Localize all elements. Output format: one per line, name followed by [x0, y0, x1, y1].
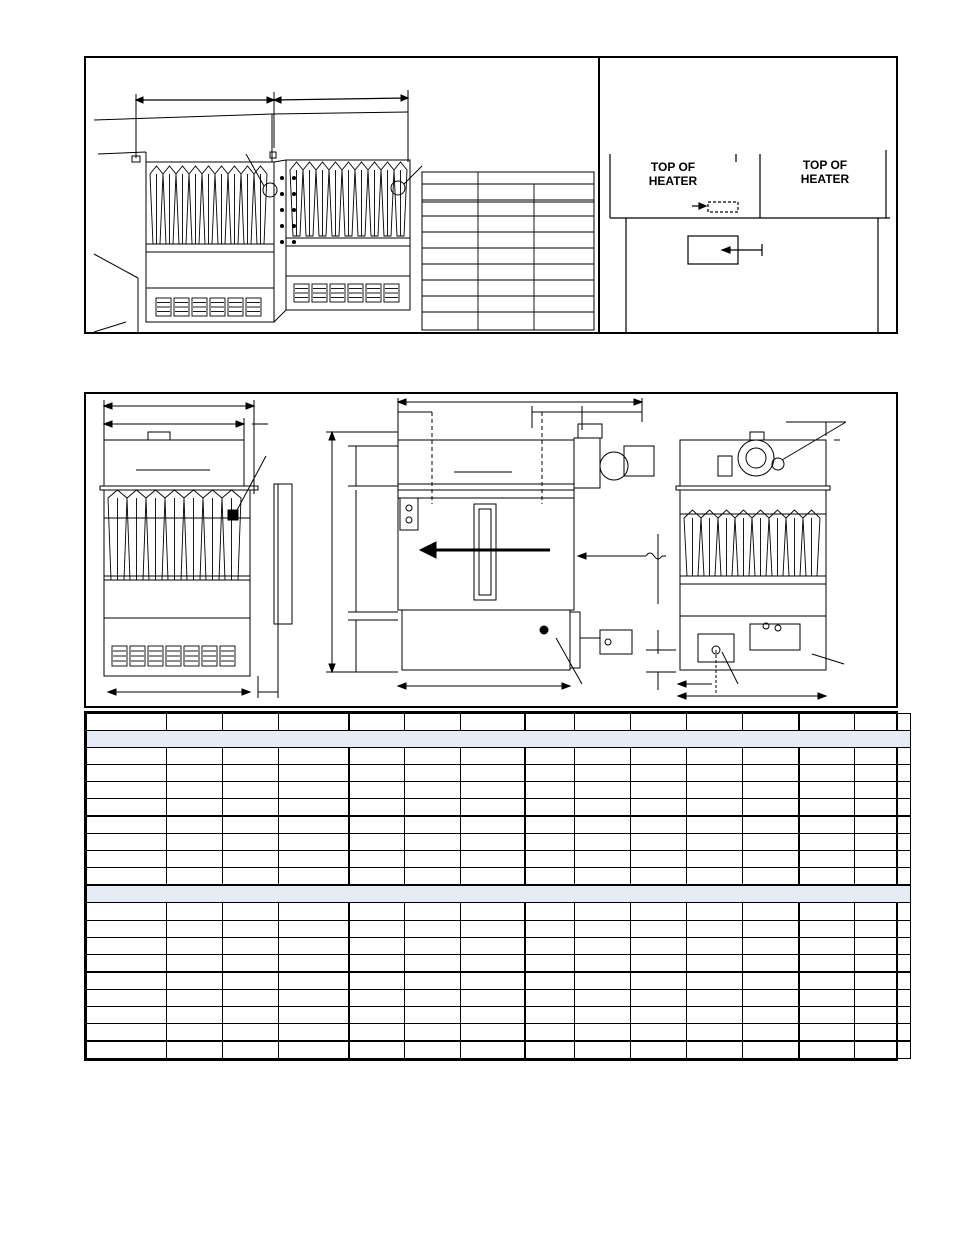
table-cell [87, 851, 167, 868]
table-row [87, 851, 911, 868]
table-cell [631, 816, 687, 834]
table-cell [799, 1023, 855, 1041]
table-cell [279, 782, 349, 799]
table-row [87, 782, 911, 799]
table-cell [743, 834, 799, 851]
table-row [87, 731, 911, 748]
table-cell [743, 972, 799, 990]
table-cell [631, 972, 687, 990]
table-cell [167, 903, 223, 920]
table-cell [799, 765, 855, 782]
table-cell [461, 937, 525, 954]
table-cell [223, 816, 279, 834]
table-cell [687, 765, 743, 782]
table-cell [87, 954, 167, 972]
table-cell [743, 782, 799, 799]
table-cell [687, 903, 743, 920]
table-cell [525, 989, 575, 1006]
table-cell [799, 748, 855, 765]
table-cell [855, 937, 911, 954]
table-cell [855, 816, 911, 834]
table-cell [405, 920, 461, 937]
installation-sketch [86, 58, 598, 332]
table-cell [87, 782, 167, 799]
top-of-heater-label-left: TOP OF HEATER [648, 160, 698, 188]
table-cell [223, 937, 279, 954]
table-cell [223, 954, 279, 972]
table-row [87, 816, 911, 834]
table-cell [279, 1041, 349, 1059]
table-cell [461, 851, 525, 868]
table-cell [525, 782, 575, 799]
table-cell [279, 920, 349, 937]
table-cell [279, 799, 349, 817]
table-row [87, 748, 911, 765]
table-cell [167, 920, 223, 937]
table-cell [349, 1023, 405, 1041]
table-cell [461, 834, 525, 851]
table-cell [349, 868, 405, 886]
table-cell [223, 851, 279, 868]
table-cell [87, 816, 167, 834]
top-of-heater-sketch [600, 58, 896, 332]
table-cell [687, 868, 743, 886]
table-cell [575, 816, 631, 834]
table-cell [575, 903, 631, 920]
table-row [87, 714, 911, 731]
table-cell [631, 954, 687, 972]
table-cell [167, 834, 223, 851]
table-cell [525, 972, 575, 990]
table-cell [405, 799, 461, 817]
table-cell [87, 920, 167, 937]
table-cell [525, 954, 575, 972]
table-cell [855, 1023, 911, 1041]
table-cell [687, 920, 743, 937]
table-cell [461, 782, 525, 799]
table-cell [855, 989, 911, 1006]
table-cell [167, 799, 223, 817]
table-row [87, 1041, 911, 1059]
table-cell [575, 989, 631, 1006]
table-cell [87, 765, 167, 782]
table-cell [349, 851, 405, 868]
table-cell [575, 851, 631, 868]
table-row [87, 920, 911, 937]
table-cell [743, 937, 799, 954]
table-cell [405, 765, 461, 782]
dimensions-panel [84, 392, 898, 708]
table-cell [87, 903, 167, 920]
table-cell [223, 1023, 279, 1041]
table-cell [461, 748, 525, 765]
table-cell [279, 765, 349, 782]
table-cell [223, 782, 279, 799]
table-cell [575, 868, 631, 886]
table-cell [743, 1023, 799, 1041]
table-cell [167, 937, 223, 954]
table-cell [855, 851, 911, 868]
table-cell [167, 868, 223, 886]
table-cell [743, 989, 799, 1006]
table-cell [461, 816, 525, 834]
table-cell [743, 799, 799, 817]
table-cell [461, 920, 525, 937]
table-cell [687, 714, 743, 731]
table-cell [461, 1006, 525, 1023]
specification-grid [86, 713, 911, 1059]
table-cell [631, 1006, 687, 1023]
table-cell [525, 903, 575, 920]
table-cell [405, 782, 461, 799]
table-cell [525, 1041, 575, 1059]
table-row [87, 989, 911, 1006]
table-row [87, 868, 911, 886]
table-cell [167, 748, 223, 765]
table-cell [223, 868, 279, 886]
table-cell [799, 1006, 855, 1023]
table-cell [631, 799, 687, 817]
table-cell [631, 851, 687, 868]
table-cell [855, 799, 911, 817]
table-cell [279, 714, 349, 731]
table-cell [87, 834, 167, 851]
table-cell [687, 834, 743, 851]
table-cell [575, 1006, 631, 1023]
table-cell [87, 714, 167, 731]
table-cell [87, 989, 167, 1006]
top-of-heater-panel [598, 56, 898, 334]
table-cell [743, 1041, 799, 1059]
table-cell [525, 834, 575, 851]
table-cell [855, 1041, 911, 1059]
table-cell [575, 748, 631, 765]
table-cell [631, 1041, 687, 1059]
table-cell [799, 851, 855, 868]
table-cell [687, 851, 743, 868]
table-cell [405, 748, 461, 765]
table-cell [279, 972, 349, 990]
table-cell [87, 868, 167, 886]
table-cell [223, 972, 279, 990]
table-cell [687, 816, 743, 834]
table-cell [525, 868, 575, 886]
table-cell [799, 868, 855, 886]
table-cell [279, 954, 349, 972]
table-cell [349, 972, 405, 990]
table-cell [575, 937, 631, 954]
table-cell [855, 1006, 911, 1023]
table-cell [575, 920, 631, 937]
table-cell [349, 1041, 405, 1059]
section-header-cell [87, 731, 911, 748]
table-cell [405, 903, 461, 920]
table-cell [405, 868, 461, 886]
table-cell [631, 937, 687, 954]
table-cell [87, 1006, 167, 1023]
table-cell [631, 714, 687, 731]
table-cell [687, 799, 743, 817]
table-cell [405, 714, 461, 731]
table-cell [223, 799, 279, 817]
table-row [87, 937, 911, 954]
installation-diagram-panel [84, 56, 600, 334]
table-cell [349, 834, 405, 851]
table-cell [799, 816, 855, 834]
table-cell [87, 1041, 167, 1059]
table-cell [525, 851, 575, 868]
table-cell [575, 834, 631, 851]
table-cell [167, 989, 223, 1006]
table-cell [525, 937, 575, 954]
table-cell [575, 765, 631, 782]
table-cell [461, 954, 525, 972]
table-cell [631, 868, 687, 886]
table-row [87, 972, 911, 990]
table-row [87, 765, 911, 782]
table-cell [349, 799, 405, 817]
table-cell [525, 816, 575, 834]
table-cell [87, 1023, 167, 1041]
table-cell [799, 799, 855, 817]
table-cell [525, 1006, 575, 1023]
table-cell [223, 1041, 279, 1059]
table-cell [223, 903, 279, 920]
table-cell [743, 851, 799, 868]
table-row [87, 954, 911, 972]
table-cell [167, 714, 223, 731]
table-cell [349, 765, 405, 782]
table-cell [349, 903, 405, 920]
table-cell [167, 851, 223, 868]
table-cell [279, 903, 349, 920]
table-cell [687, 972, 743, 990]
table-cell [855, 714, 911, 731]
table-cell [743, 765, 799, 782]
table-cell [405, 834, 461, 851]
table-cell [405, 851, 461, 868]
table-cell [631, 834, 687, 851]
table-cell [167, 954, 223, 972]
table-cell [223, 748, 279, 765]
table-cell [405, 937, 461, 954]
table-cell [687, 954, 743, 972]
table-cell [743, 868, 799, 886]
table-row [87, 799, 911, 817]
table-cell [279, 748, 349, 765]
table-cell [525, 1023, 575, 1041]
table-cell [461, 903, 525, 920]
table-cell [405, 989, 461, 1006]
table-cell [799, 954, 855, 972]
table-cell [855, 765, 911, 782]
table-cell [525, 920, 575, 937]
table-cell [349, 714, 405, 731]
table-cell [405, 816, 461, 834]
table-cell [279, 1023, 349, 1041]
table-cell [799, 920, 855, 937]
table-cell [349, 748, 405, 765]
table-cell [349, 937, 405, 954]
table-cell [855, 954, 911, 972]
table-cell [631, 989, 687, 1006]
table-cell [575, 782, 631, 799]
table-cell [461, 868, 525, 886]
table-cell [631, 765, 687, 782]
table-cell [279, 868, 349, 886]
table-cell [799, 937, 855, 954]
table-cell [525, 714, 575, 731]
table-cell [349, 989, 405, 1006]
table-cell [575, 714, 631, 731]
table-cell [461, 1041, 525, 1059]
table-cell [349, 954, 405, 972]
table-cell [631, 748, 687, 765]
table-cell [349, 816, 405, 834]
table-row [87, 1006, 911, 1023]
table-cell [167, 1006, 223, 1023]
table-cell [799, 834, 855, 851]
table-cell [799, 1041, 855, 1059]
table-cell [279, 851, 349, 868]
table-cell [525, 765, 575, 782]
table-cell [855, 834, 911, 851]
table-cell [405, 1023, 461, 1041]
table-cell [799, 782, 855, 799]
table-cell [799, 903, 855, 920]
table-cell [167, 765, 223, 782]
table-cell [87, 748, 167, 765]
table-cell [405, 1041, 461, 1059]
table-cell [743, 714, 799, 731]
table-cell [743, 748, 799, 765]
table-cell [223, 989, 279, 1006]
table-cell [525, 748, 575, 765]
table-cell [87, 972, 167, 990]
table-cell [631, 782, 687, 799]
table-cell [223, 834, 279, 851]
table-cell [687, 989, 743, 1006]
table-cell [575, 1041, 631, 1059]
table-row [87, 1023, 911, 1041]
table-cell [87, 937, 167, 954]
table-cell [687, 1023, 743, 1041]
table-cell [223, 920, 279, 937]
table-cell [575, 799, 631, 817]
table-cell [279, 937, 349, 954]
table-cell [167, 782, 223, 799]
table-cell [167, 1041, 223, 1059]
table-cell [167, 1023, 223, 1041]
table-row [87, 834, 911, 851]
table-cell [631, 903, 687, 920]
table-cell [855, 868, 911, 886]
table-cell [461, 989, 525, 1006]
table-cell [223, 1006, 279, 1023]
table-cell [743, 816, 799, 834]
top-of-heater-label-right: TOP OF HEATER [800, 158, 850, 186]
table-row [87, 903, 911, 920]
table-cell [575, 972, 631, 990]
table-cell [687, 1006, 743, 1023]
table-cell [405, 972, 461, 990]
table-cell [279, 834, 349, 851]
table-cell [855, 748, 911, 765]
table-cell [855, 972, 911, 990]
table-cell [405, 954, 461, 972]
table-cell [525, 799, 575, 817]
specification-table [84, 711, 898, 1061]
table-cell [687, 748, 743, 765]
table-cell [349, 782, 405, 799]
table-cell [461, 714, 525, 731]
table-cell [575, 954, 631, 972]
table-cell [349, 1006, 405, 1023]
table-cell [799, 972, 855, 990]
table-cell [349, 920, 405, 937]
table-cell [461, 1023, 525, 1041]
table-cell [799, 989, 855, 1006]
table-cell [223, 714, 279, 731]
table-cell [631, 920, 687, 937]
dimension-drawings [86, 394, 896, 706]
table-cell [279, 816, 349, 834]
section-header-cell [87, 885, 911, 903]
table-cell [279, 1006, 349, 1023]
table-cell [223, 765, 279, 782]
table-cell [405, 1006, 461, 1023]
table-cell [687, 782, 743, 799]
table-cell [461, 765, 525, 782]
table-cell [575, 1023, 631, 1041]
table-cell [743, 920, 799, 937]
table-cell [855, 920, 911, 937]
table-row [87, 885, 911, 903]
table-cell [461, 799, 525, 817]
table-cell [279, 989, 349, 1006]
table-cell [743, 954, 799, 972]
table-cell [87, 799, 167, 817]
table-cell [687, 937, 743, 954]
table-cell [687, 1041, 743, 1059]
table-cell [743, 903, 799, 920]
table-cell [167, 972, 223, 990]
table-cell [743, 1006, 799, 1023]
table-cell [855, 782, 911, 799]
table-cell [855, 903, 911, 920]
table-cell [799, 714, 855, 731]
table-cell [631, 1023, 687, 1041]
table-cell [461, 972, 525, 990]
table-cell [167, 816, 223, 834]
